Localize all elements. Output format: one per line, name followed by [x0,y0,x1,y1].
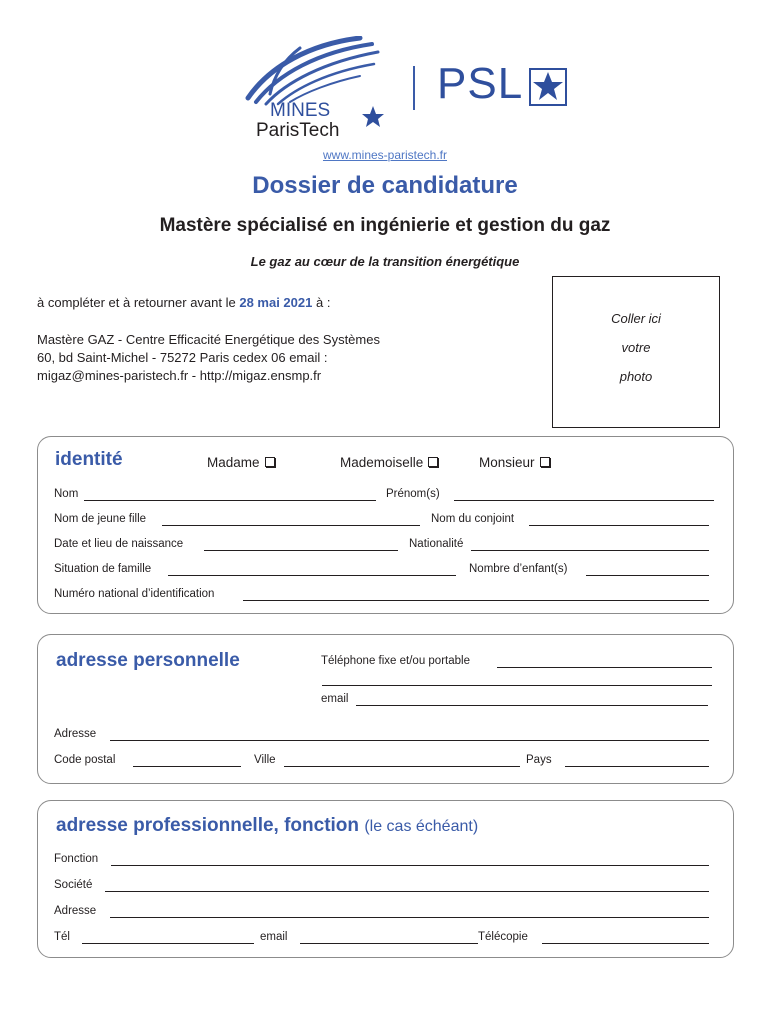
label-pays: Pays [526,754,552,766]
section-title-identite: identité [55,449,123,470]
label-code-postal: Code postal [54,754,116,766]
label-tel: Tél [54,931,70,943]
label-date-lieu-naissance: Date et lieu de naissance [54,538,184,550]
label-societe: Société [54,879,93,891]
deadline-date: 28 mai 2021 [239,295,313,310]
label-telecopie: Télécopie [478,931,528,943]
field-telecopie[interactable] [542,943,709,944]
label-telephone: Téléphone fixe et/ou portable [321,655,470,667]
section-title-adresse-professionnelle: adresse professionnelle, fonction (le cas échéant) [56,815,479,836]
photo-box[interactable]: Coller ici votre photo [552,276,720,428]
field-nom-conjoint[interactable] [529,525,709,526]
field-telephone[interactable] [497,667,712,668]
page-title: Dossier de candidature [252,172,518,199]
field-code-postal[interactable] [133,766,241,767]
logo-separator [413,66,415,110]
field-nationalite[interactable] [471,550,709,551]
psl-star-icon [528,67,568,107]
return-address: Mastère GAZ - Centre Efficacité Energétique des Systèmes 60, bd Saint-Michel - 75272 Paris cedex 06 email : migaz@mines-paristech.fr - http://migaz.ensmp.fr [37,332,380,383]
label-adresse-pro: Adresse [54,905,97,917]
label-prenom: Prénom(s) [386,488,440,500]
label-email: email [321,693,349,705]
field-email-pro[interactable] [300,943,478,944]
label-ville: Ville [254,754,276,766]
field-prenom[interactable] [454,500,714,501]
field-situation-famille[interactable] [168,575,456,576]
field-fonction[interactable] [111,865,709,866]
label-nom-jeune-fille: Nom de jeune fille [54,513,147,525]
field-nom[interactable] [84,500,376,501]
section-adresse-professionnelle [37,800,734,958]
logo-paris-text: Paris [256,120,300,141]
checkbox-icon [540,457,550,467]
mines-star-icon [362,106,384,127]
checkbox-monsieur[interactable]: Monsieur [479,455,550,470]
field-nom-jeune-fille[interactable] [162,525,420,526]
section-adresse-personnelle [37,634,734,784]
label-situation-famille: Situation de famille [54,563,152,575]
field-societe[interactable] [105,891,709,892]
field-adresse-pro[interactable] [110,917,709,918]
field-date-lieu-naissance[interactable] [204,550,398,551]
field-tel[interactable] [82,943,254,944]
tagline: Le gaz au cœur de la transition énergétique [250,254,520,269]
mines-paristech-logo [240,36,390,141]
logo-mines-text: MINES [270,100,331,121]
label-nombre-enfants: Nombre d’enfant(s) [469,563,568,575]
field-adresse[interactable] [110,740,709,741]
label-nom-conjoint: Nom du conjoint [431,513,515,525]
label-numero-national: Numéro national d’identification [54,588,215,600]
label-fonction: Fonction [54,853,99,865]
svg-text:ParisTech [256,120,339,141]
field-numero-national[interactable] [243,600,709,601]
website-link[interactable]: www.mines-paristech.fr [322,148,448,162]
field-ville[interactable] [284,766,520,767]
checkbox-mademoiselle[interactable]: Mademoiselle [340,455,438,470]
label-nom: Nom [54,488,79,500]
page-subtitle: Mastère spécialisé en ingénierie et gestion du gaz [159,215,611,236]
label-adresse: Adresse [54,728,97,740]
field-pays[interactable] [565,766,709,767]
field-email[interactable] [356,705,708,706]
section-title-adresse-personnelle: adresse personnelle [56,650,240,671]
label-nationalite: Nationalité [409,538,464,550]
label-email-pro: email [260,931,288,943]
field-telephone-line2[interactable] [322,685,712,686]
logo-tech-text: Tech [299,120,340,141]
section-identite [37,436,734,614]
submission-deadline: à compléter et à retourner avant le 28 mai 2021 à : [37,295,331,310]
checkbox-icon [265,457,275,467]
psl-logo-text: PSL [437,59,524,108]
checkbox-icon [428,457,438,467]
checkbox-madame[interactable]: Madame [207,455,275,470]
field-nombre-enfants[interactable] [586,575,709,576]
